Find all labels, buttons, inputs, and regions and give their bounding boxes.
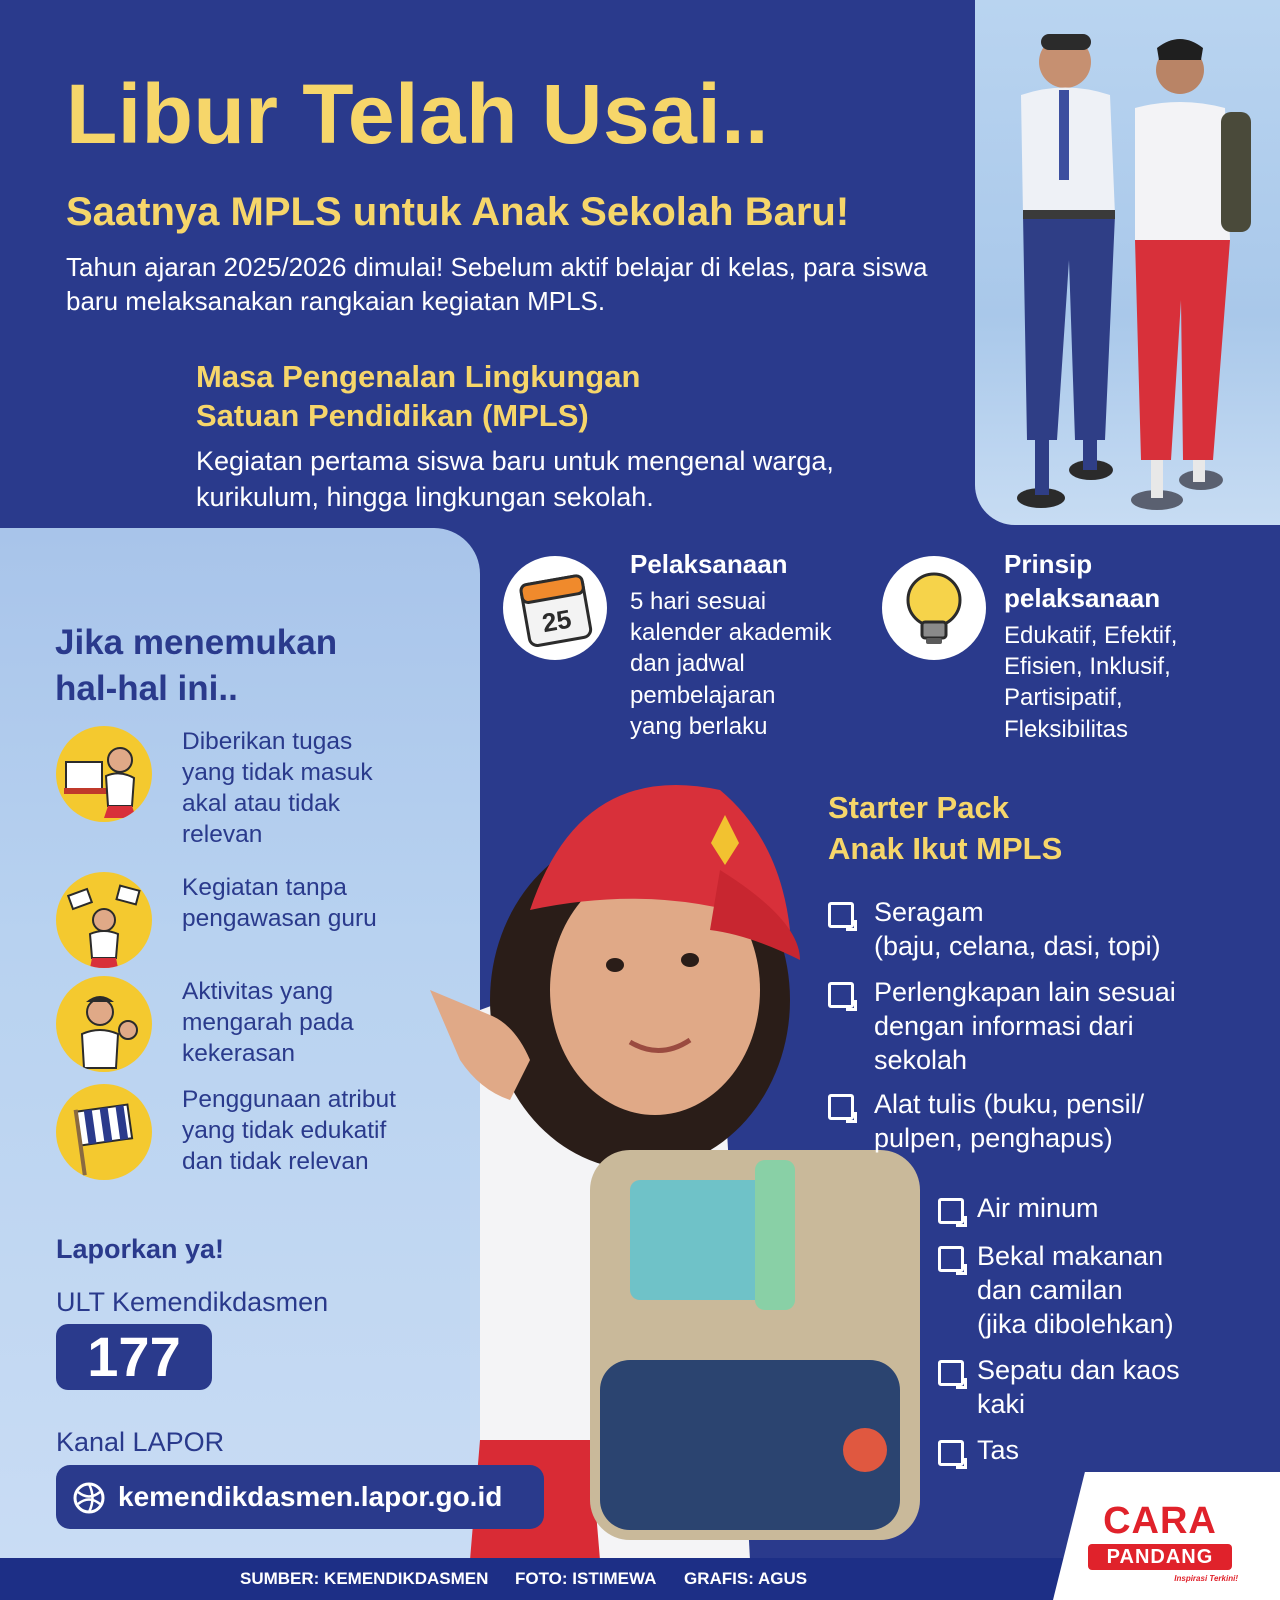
mpls-title-line-2: Satuan Pendidikan (MPLS)	[196, 397, 589, 433]
mpls-description: Kegiatan pertama siswa baru untuk mengenal warga, kurikulum, hingga lingkungan sekolah.	[196, 446, 834, 512]
prinsip-heading	[1004, 548, 1234, 616]
walking-students-illustration	[975, 0, 1280, 525]
starter-pack-line: Bekal makanan	[977, 1241, 1164, 1271]
starter-pack-item	[874, 976, 1254, 1077]
pelaksanaan-line: pembelajaran	[630, 681, 776, 709]
starter-pack-title	[828, 788, 1148, 870]
checkbox-icon	[828, 1094, 854, 1120]
starter-pack-line: pulpen, penghapus)	[874, 1122, 1113, 1153]
checkbox-icon	[828, 902, 854, 928]
student-fist-icon	[56, 976, 152, 1072]
starter-pack-title-line-2: Anak Ikut MPLS	[828, 830, 1063, 866]
logo-line-1: CARA	[1103, 1500, 1217, 1542]
warning-text	[182, 976, 442, 1069]
prinsip-line: Fleksibilitas	[1004, 715, 1129, 743]
warnings-title-line-2: hal-hal ini..	[55, 668, 238, 708]
checkbox-icon	[938, 1246, 964, 1272]
ult-label: ULT Kemendikdasmen	[56, 1287, 329, 1317]
starter-pack-line: Seragam	[874, 897, 984, 927]
starter-pack-line: Tas	[977, 1435, 1020, 1465]
starter-pack-item	[977, 1434, 1237, 1468]
starter-pack-line: Sepatu dan kaos	[977, 1355, 1180, 1385]
checkbox-icon	[828, 982, 854, 1008]
prinsip-body	[1004, 620, 1254, 745]
logo-line-2: PANDANG	[1088, 1544, 1232, 1570]
warning-line: Kegiatan tanpa	[182, 874, 347, 901]
hotline-number-badge	[56, 1324, 212, 1390]
subtitle: Saatnya MPLS untuk Anak Sekolah Baru!	[66, 190, 850, 234]
globe-icon	[72, 1481, 106, 1515]
starter-pack-title-line-1: Starter Pack	[828, 790, 1009, 825]
pelaksanaan-line: yang berlaku	[630, 712, 768, 740]
pelaksanaan-heading: Pelaksanaan	[630, 549, 788, 579]
starter-pack-item	[977, 1354, 1237, 1422]
intro-text: Tahun ajaran 2025/2026 dimulai! Sebelum aktif belajar di kelas, para siswa baru melaksanakan rangkaian kegiatan MPLS.	[66, 252, 928, 317]
student-papers-icon	[56, 872, 152, 968]
footer-source: SUMBER: KEMENDIKDASMEN	[240, 1569, 489, 1588]
prinsip-heading-line-2: pelaksanaan	[1004, 582, 1161, 613]
starter-pack-item	[874, 1088, 1254, 1156]
warning-item	[56, 976, 456, 1076]
warnings-title-line-1: Jika menemukan	[55, 623, 338, 662]
starter-pack-line: (jika dibolehkan)	[977, 1308, 1174, 1339]
lapor-url: kemendikdasmen.lapor.go.id	[118, 1481, 503, 1512]
warning-text	[182, 726, 442, 850]
warning-item	[56, 872, 456, 972]
logo-tagline: Inspirasi Terkini!	[1174, 1574, 1238, 1583]
warning-line: Penggunaan atribut	[182, 1086, 396, 1113]
warning-line: mengarah pada	[182, 1009, 354, 1037]
warning-text	[182, 1084, 462, 1177]
starter-pack-line: (baju, celana, dasi, topi)	[874, 930, 1161, 961]
lightbulb-icon	[882, 556, 986, 660]
starter-pack-item	[874, 896, 1254, 964]
mpls-title-line-1: Masa Pengenalan Lingkungan	[196, 359, 641, 394]
lapor-url-badge	[56, 1465, 544, 1529]
warning-line: relevan	[182, 821, 263, 849]
warning-text	[182, 872, 442, 934]
warning-item	[56, 1084, 456, 1194]
warning-line: Diberikan tugas	[182, 728, 353, 755]
prinsip-line: Partisipatif,	[1004, 684, 1123, 712]
prinsip-line: Efisien, Inklusif,	[1004, 653, 1171, 681]
warning-line: akal atau tidak	[182, 790, 340, 818]
footer-photo: FOTO: ISTIMEWA	[515, 1569, 657, 1588]
starter-pack-line: Alat tulis (buku, pensil/	[874, 1089, 1145, 1119]
checkbox-icon	[938, 1440, 964, 1466]
checkbox-icon	[938, 1198, 964, 1224]
warning-line: dan tidak relevan	[182, 1148, 369, 1176]
starter-pack-line: sekolah	[874, 1044, 968, 1075]
pelaksanaan-line: 5 hari sesuai	[630, 588, 767, 615]
starter-pack-line: Air minum	[977, 1193, 1099, 1223]
student-desk-icon	[56, 726, 152, 822]
pelaksanaan-line: kalender akademik	[630, 619, 832, 647]
mpls-definition-title	[196, 358, 756, 436]
warning-line: kekerasan	[182, 1040, 296, 1068]
warning-item	[56, 726, 456, 856]
pelaksanaan-body	[630, 586, 870, 742]
students-photo	[975, 0, 1280, 525]
student-girl-illustration	[420, 760, 940, 1560]
flag-icon	[56, 1084, 152, 1180]
warnings-title	[55, 620, 455, 711]
warning-line: Aktivitas yang	[182, 978, 334, 1005]
pelaksanaan-line: dan jadwal	[630, 650, 745, 678]
lapor-label: Kanal LAPOR	[56, 1427, 225, 1457]
warning-line: yang tidak edukatif	[182, 1117, 387, 1145]
starter-pack-line: dengan informasi dari	[874, 1010, 1134, 1041]
prinsip-line: Edukatif, Efektif,	[1004, 622, 1178, 649]
warning-line: yang tidak masuk	[182, 759, 373, 787]
calendar-day: 25	[539, 603, 574, 639]
hotline-number: 177	[87, 1325, 181, 1388]
calendar-icon	[503, 556, 607, 660]
starter-pack-item	[977, 1192, 1237, 1226]
starter-pack-line: dan camilan	[977, 1274, 1123, 1305]
starter-pack-line: Perlengkapan lain sesuai	[874, 977, 1176, 1007]
warning-line: pengawasan guru	[182, 905, 377, 933]
prinsip-heading-line-1: Prinsip	[1004, 549, 1093, 579]
main-title: Libur Telah Usai..	[66, 67, 769, 161]
starter-pack-line: kaki	[977, 1388, 1026, 1419]
footer-graphic: GRAFIS: AGUS	[684, 1569, 808, 1588]
checkbox-icon	[938, 1360, 964, 1386]
cara-pandang-logo	[1080, 1500, 1240, 1592]
starter-pack-item	[977, 1240, 1237, 1341]
report-label: Laporkan ya!	[56, 1234, 225, 1264]
